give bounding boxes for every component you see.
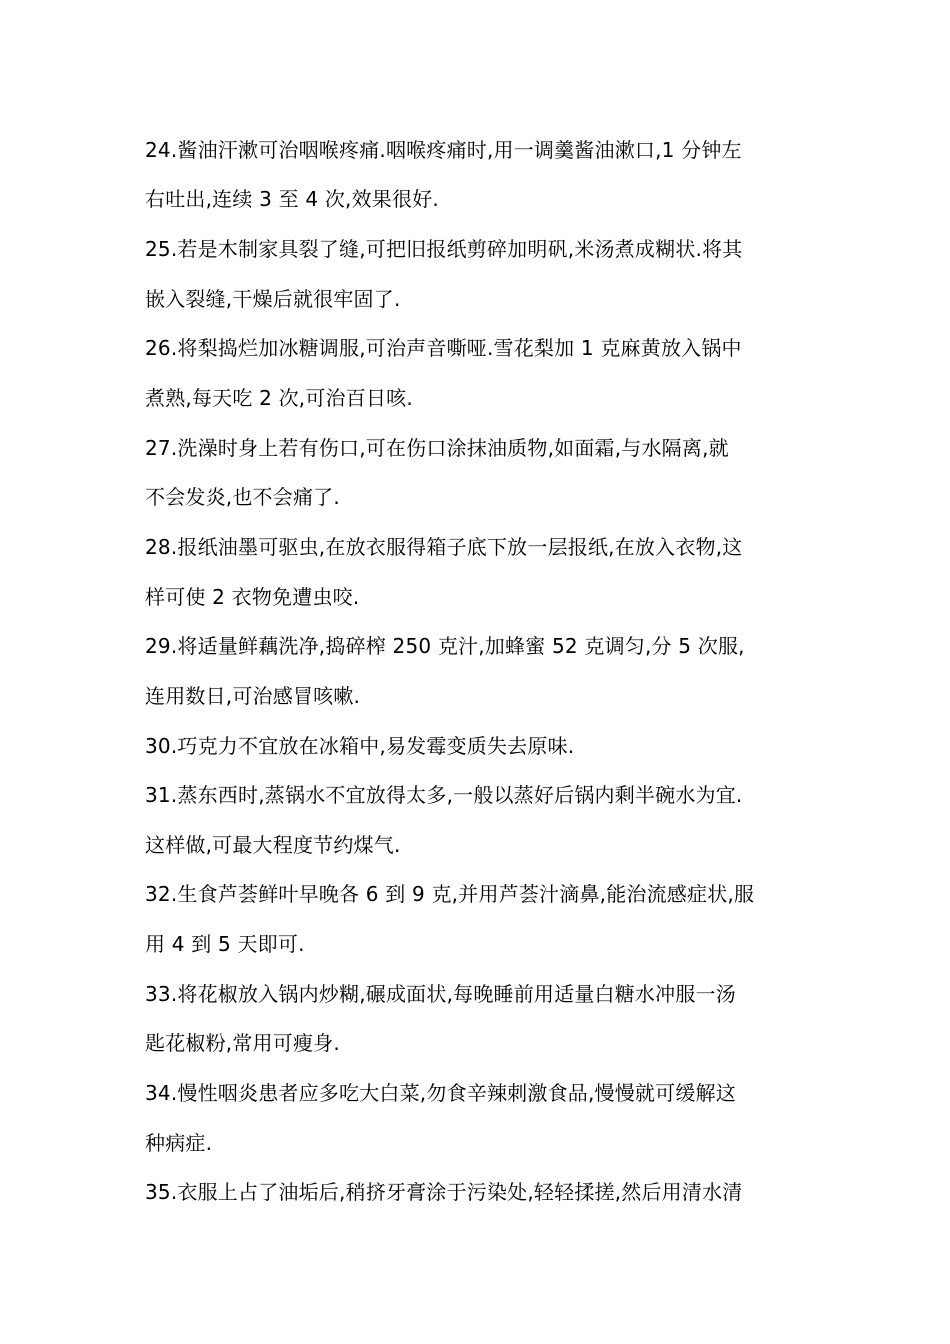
text-line: 28.报纸油墨可驱虫,在放衣服得箱子底下放一层报纸,在放入衣物,这 xyxy=(145,535,743,559)
text-line: 27.洗澡时身上若有伤口,可在伤口涂抹油质物,如面霜,与水隔离,就 xyxy=(145,436,729,460)
text-line: 右吐出,连续 3 至 4 次,效果很好. xyxy=(145,187,439,211)
text-line: 匙花椒粉,常用可瘦身. xyxy=(145,1031,340,1055)
text-line: 24.酱油汗漱可治咽喉疼痛.咽喉疼痛时,用一调羹酱油漱口,1 分钟左 xyxy=(145,138,742,162)
text-line: 35.衣服上占了油垢后,稍挤牙膏涂于污染处,轻轻揉搓,然后用清水清 xyxy=(145,1180,743,1204)
text-line: 29.将适量鲜藕洗净,捣碎榨 250 克汁,加蜂蜜 52 克调匀,分 5 次服, xyxy=(145,634,745,658)
text-line: 32.生食芦荟鲜叶早晚各 6 到 9 克,并用芦荟汁滴鼻,能治流感症状,服 xyxy=(145,882,755,906)
text-line: 连用数日,可治感冒咳嗽. xyxy=(145,684,361,708)
text-line: 30.巧克力不宜放在冰箱中,易发霉变质失去原味. xyxy=(145,734,575,758)
text-line: 不会发炎,也不会痛了. xyxy=(145,485,340,509)
text-line: 34.慢性咽炎患者应多吃大白菜,勿食辛辣刺激食品,慢慢就可缓解这 xyxy=(145,1081,736,1105)
text-line: 样可使 2 衣物免遭虫咬. xyxy=(145,585,360,609)
text-line: 31.蒸东西时,蒸锅水不宜放得太多,一般以蒸好后锅内剩半碗水为宜. xyxy=(145,783,743,807)
text-line: 嵌入裂缝,干燥后就很牢固了. xyxy=(145,287,401,311)
text-line: 煮熟,每天吃 2 次,可治百日咳. xyxy=(145,386,413,410)
text-line: 25.若是木制家具裂了缝,可把旧报纸剪碎加明矾,米汤煮成糊状.将其 xyxy=(145,237,743,261)
text-line: 这样做,可最大程度节约煤气. xyxy=(145,833,401,857)
text-line: 33.将花椒放入锅内炒糊,碾成面状,每晚睡前用适量白糖水冲服一汤 xyxy=(145,982,736,1006)
text-line: 用 4 到 5 天即可. xyxy=(145,932,305,956)
text-line: 种病症. xyxy=(145,1131,213,1155)
text-line: 26.将梨捣烂加冰糖调服,可治声音嘶哑.雪花梨加 1 克麻黄放入锅中 xyxy=(145,336,742,360)
